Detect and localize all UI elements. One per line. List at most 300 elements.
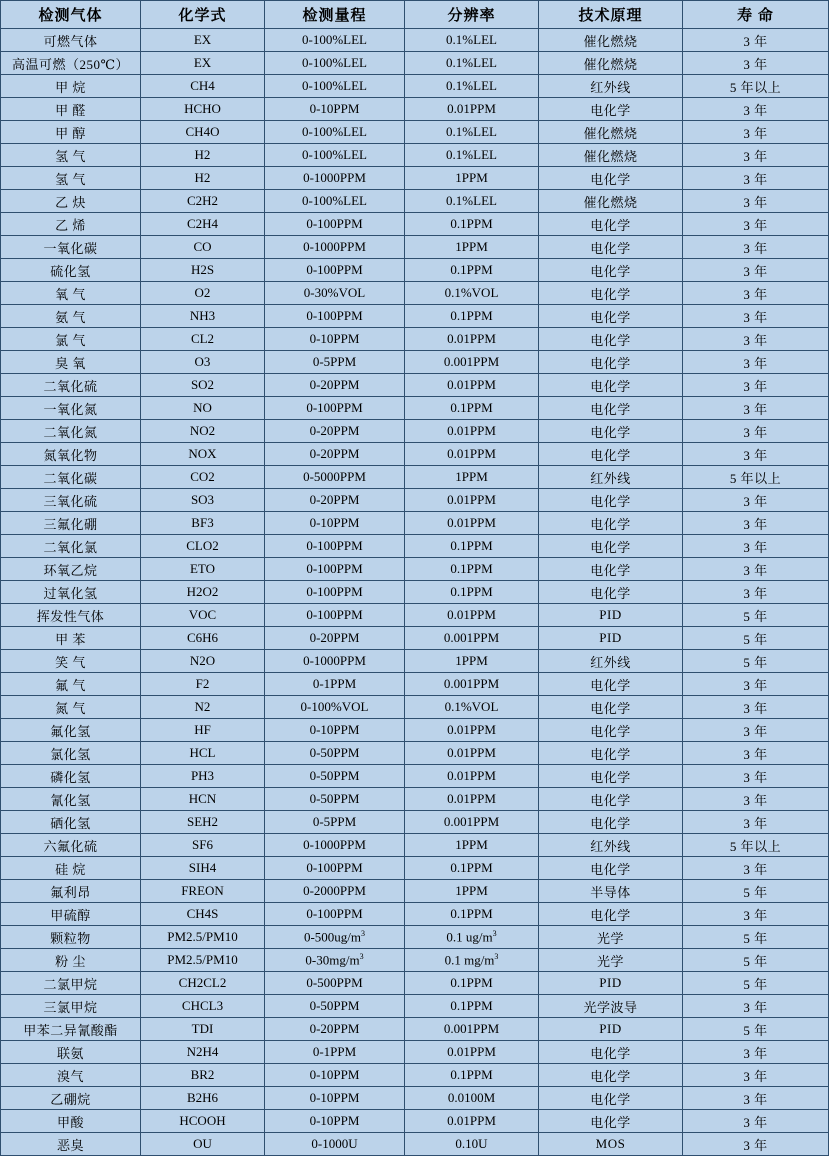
table-row bbox=[1, 420, 829, 443]
cell-chemical-formula: TDI bbox=[141, 1018, 265, 1041]
table-row bbox=[1, 1018, 829, 1041]
cell-technology: 红外线 bbox=[539, 466, 683, 489]
cell-detection-range: 0-100%LEL bbox=[265, 144, 405, 167]
cell-technology: 催化燃烧 bbox=[539, 52, 683, 75]
cell-gas-name: 二氧化氯 bbox=[1, 535, 141, 558]
cell-lifetime: 3 年 bbox=[683, 443, 829, 466]
cell-chemical-formula: EX bbox=[141, 52, 265, 75]
cell-detection-range: 0-1000U bbox=[265, 1133, 405, 1156]
table-row bbox=[1, 535, 829, 558]
table-row bbox=[1, 581, 829, 604]
cell-detection-range: 0-10PPM bbox=[265, 719, 405, 742]
table-row bbox=[1, 121, 829, 144]
cell-gas-name: 甲酸 bbox=[1, 1110, 141, 1133]
cell-lifetime: 5 年 bbox=[683, 880, 829, 903]
cell-chemical-formula: CH2CL2 bbox=[141, 972, 265, 995]
cell-resolution: 0.1PPM bbox=[405, 535, 539, 558]
cell-detection-range: 0-30%VOL bbox=[265, 282, 405, 305]
cell-gas-name: 三氧化硫 bbox=[1, 489, 141, 512]
table-row bbox=[1, 282, 829, 305]
cell-lifetime: 5 年 bbox=[683, 604, 829, 627]
cell-detection-range: 0-10PPM bbox=[265, 512, 405, 535]
table-row bbox=[1, 52, 829, 75]
cell-gas-name: 二氯甲烷 bbox=[1, 972, 141, 995]
cell-detection-range: 0-20PPM bbox=[265, 374, 405, 397]
cell-technology: 电化学 bbox=[539, 443, 683, 466]
cell-detection-range: 0-50PPM bbox=[265, 765, 405, 788]
cell-chemical-formula: H2O2 bbox=[141, 581, 265, 604]
cell-chemical-formula: HCHO bbox=[141, 98, 265, 121]
cell-technology: 光学 bbox=[539, 926, 683, 949]
cell-gas-name: 联氨 bbox=[1, 1041, 141, 1064]
cell-technology: 电化学 bbox=[539, 719, 683, 742]
cell-resolution: 0.0100M bbox=[405, 1087, 539, 1110]
cell-resolution: 0.1%VOL bbox=[405, 696, 539, 719]
cell-lifetime: 3 年 bbox=[683, 535, 829, 558]
table-row bbox=[1, 213, 829, 236]
cell-lifetime: 3 年 bbox=[683, 1064, 829, 1087]
cell-chemical-formula: EX bbox=[141, 29, 265, 52]
cell-gas-name: 氮氧化物 bbox=[1, 443, 141, 466]
table-row bbox=[1, 1110, 829, 1133]
cell-technology: 光学波导 bbox=[539, 995, 683, 1018]
cell-gas-name: 甲苯二异氰酸酯 bbox=[1, 1018, 141, 1041]
table-row bbox=[1, 98, 829, 121]
cell-technology: PID bbox=[539, 972, 683, 995]
cell-technology: 电化学 bbox=[539, 374, 683, 397]
cell-chemical-formula: H2 bbox=[141, 144, 265, 167]
cell-technology: 电化学 bbox=[539, 765, 683, 788]
cell-gas-name: 氟 气 bbox=[1, 673, 141, 696]
cell-resolution: 0.01PPM bbox=[405, 742, 539, 765]
cell-gas-name: 氟利昂 bbox=[1, 880, 141, 903]
cell-gas-name: 甲 醇 bbox=[1, 121, 141, 144]
cell-lifetime: 5 年以上 bbox=[683, 834, 829, 857]
cell-lifetime: 3 年 bbox=[683, 351, 829, 374]
cell-resolution: 0.10U bbox=[405, 1133, 539, 1156]
cell-technology: 电化学 bbox=[539, 788, 683, 811]
cell-resolution: 1PPM bbox=[405, 466, 539, 489]
cell-technology: 电化学 bbox=[539, 328, 683, 351]
cell-detection-range: 0-1000PPM bbox=[265, 650, 405, 673]
cell-lifetime: 3 年 bbox=[683, 788, 829, 811]
table-row bbox=[1, 489, 829, 512]
cell-gas-name: 氧 气 bbox=[1, 282, 141, 305]
cell-resolution: 0.1PPM bbox=[405, 995, 539, 1018]
cell-resolution: 0.1%LEL bbox=[405, 121, 539, 144]
cell-lifetime: 3 年 bbox=[683, 1110, 829, 1133]
cell-gas-name: 甲 醛 bbox=[1, 98, 141, 121]
cell-resolution: 0.01PPM bbox=[405, 328, 539, 351]
cell-chemical-formula: H2 bbox=[141, 167, 265, 190]
cell-chemical-formula: SO2 bbox=[141, 374, 265, 397]
cell-chemical-formula: CLO2 bbox=[141, 535, 265, 558]
cell-lifetime: 3 年 bbox=[683, 305, 829, 328]
cell-lifetime: 5 年以上 bbox=[683, 466, 829, 489]
cell-chemical-formula: N2O bbox=[141, 650, 265, 673]
cell-lifetime: 5 年以上 bbox=[683, 75, 829, 98]
cell-resolution: 0.001PPM bbox=[405, 627, 539, 650]
cell-gas-name: 硅 烷 bbox=[1, 857, 141, 880]
cell-gas-name: 氮 气 bbox=[1, 696, 141, 719]
cell-gas-name: 溴气 bbox=[1, 1064, 141, 1087]
table-row bbox=[1, 1133, 829, 1156]
cell-technology: 电化学 bbox=[539, 581, 683, 604]
table-row bbox=[1, 75, 829, 98]
table-row bbox=[1, 1064, 829, 1087]
cell-chemical-formula: HCOOH bbox=[141, 1110, 265, 1133]
table-row bbox=[1, 972, 829, 995]
cell-chemical-formula: NO2 bbox=[141, 420, 265, 443]
table-row bbox=[1, 1087, 829, 1110]
cell-lifetime: 3 年 bbox=[683, 52, 829, 75]
cell-chemical-formula: SO3 bbox=[141, 489, 265, 512]
cell-chemical-formula: HCN bbox=[141, 788, 265, 811]
cell-detection-range: 0-1000PPM bbox=[265, 834, 405, 857]
cell-lifetime: 3 年 bbox=[683, 259, 829, 282]
cell-resolution: 0.1PPM bbox=[405, 581, 539, 604]
cell-chemical-formula: C2H4 bbox=[141, 213, 265, 236]
cell-chemical-formula: C6H6 bbox=[141, 627, 265, 650]
cell-detection-range: 0-100%LEL bbox=[265, 75, 405, 98]
cell-detection-range: 0-100PPM bbox=[265, 857, 405, 880]
cell-detection-range: 0-100%LEL bbox=[265, 52, 405, 75]
cell-resolution: 0.1 $mg/m^3$ bbox=[405, 949, 539, 972]
cell-technology: 光学 bbox=[539, 949, 683, 972]
cell-detection-range: 0-20PPM bbox=[265, 1018, 405, 1041]
cell-technology: 电化学 bbox=[539, 903, 683, 926]
cell-technology: 催化燃烧 bbox=[539, 190, 683, 213]
table-row bbox=[1, 144, 829, 167]
cell-detection-range: 0-10PPM bbox=[265, 1110, 405, 1133]
cell-technology: PID bbox=[539, 604, 683, 627]
cell-lifetime: 3 年 bbox=[683, 489, 829, 512]
cell-gas-name: 氰化氢 bbox=[1, 788, 141, 811]
cell-lifetime: 5 年 bbox=[683, 972, 829, 995]
cell-lifetime: 3 年 bbox=[683, 29, 829, 52]
table-row bbox=[1, 765, 829, 788]
cell-detection-range: 0-100%LEL bbox=[265, 29, 405, 52]
cell-gas-name: 高温可燃（250℃） bbox=[1, 52, 141, 75]
cell-resolution: 0.1PPM bbox=[405, 857, 539, 880]
cell-resolution: 0.01PPM bbox=[405, 443, 539, 466]
table-row bbox=[1, 926, 829, 949]
cell-resolution: 1PPM bbox=[405, 650, 539, 673]
table-row bbox=[1, 811, 829, 834]
cell-resolution: 0.1PPM bbox=[405, 213, 539, 236]
cell-detection-range: 0-50PPM bbox=[265, 995, 405, 1018]
cell-technology: 电化学 bbox=[539, 420, 683, 443]
cell-lifetime: 3 年 bbox=[683, 1133, 829, 1156]
cell-technology: 催化燃烧 bbox=[539, 121, 683, 144]
table-row bbox=[1, 397, 829, 420]
table-row bbox=[1, 305, 829, 328]
cell-lifetime: 3 年 bbox=[683, 144, 829, 167]
cell-lifetime: 3 年 bbox=[683, 328, 829, 351]
table-row bbox=[1, 466, 829, 489]
cell-technology: 电化学 bbox=[539, 213, 683, 236]
cell-lifetime: 3 年 bbox=[683, 995, 829, 1018]
cell-chemical-formula: PM2.5/PM10 bbox=[141, 949, 265, 972]
cell-resolution: 0.1PPM bbox=[405, 972, 539, 995]
table-row bbox=[1, 627, 829, 650]
column-header-resolution: 分辨率 bbox=[405, 1, 539, 29]
cell-technology: 电化学 bbox=[539, 236, 683, 259]
cell-lifetime: 5 年 bbox=[683, 1018, 829, 1041]
cell-lifetime: 3 年 bbox=[683, 673, 829, 696]
cell-detection-range: 0-5000PPM bbox=[265, 466, 405, 489]
cell-chemical-formula: CH4O bbox=[141, 121, 265, 144]
table-row bbox=[1, 719, 829, 742]
cell-chemical-formula: FREON bbox=[141, 880, 265, 903]
cell-resolution: 0.01PPM bbox=[405, 420, 539, 443]
column-header-gas-name: 检测气体 bbox=[1, 1, 141, 29]
cell-detection-range: 0-50PPM bbox=[265, 742, 405, 765]
cell-resolution: 0.01PPM bbox=[405, 788, 539, 811]
cell-technology: 电化学 bbox=[539, 1087, 683, 1110]
cell-resolution: 0.1PPM bbox=[405, 1064, 539, 1087]
cell-lifetime: 3 年 bbox=[683, 121, 829, 144]
cell-gas-name: 磷化氢 bbox=[1, 765, 141, 788]
cell-lifetime: 3 年 bbox=[683, 213, 829, 236]
cell-lifetime: 3 年 bbox=[683, 236, 829, 259]
cell-resolution: 0.01PPM bbox=[405, 765, 539, 788]
cell-technology: 红外线 bbox=[539, 834, 683, 857]
table-header bbox=[1, 1, 829, 29]
cell-technology: 红外线 bbox=[539, 75, 683, 98]
column-header-chemical-formula: 化学式 bbox=[141, 1, 265, 29]
cell-gas-name: 乙 炔 bbox=[1, 190, 141, 213]
cell-gas-name: 甲 苯 bbox=[1, 627, 141, 650]
cell-lifetime: 3 年 bbox=[683, 190, 829, 213]
cell-detection-range: 0-20PPM bbox=[265, 443, 405, 466]
cell-chemical-formula: O2 bbox=[141, 282, 265, 305]
cell-gas-name: 氯 气 bbox=[1, 328, 141, 351]
table-row bbox=[1, 604, 829, 627]
cell-technology: PID bbox=[539, 1018, 683, 1041]
cell-chemical-formula: CH4 bbox=[141, 75, 265, 98]
table-body bbox=[1, 29, 829, 1156]
cell-gas-name: 一氧化氮 bbox=[1, 397, 141, 420]
cell-lifetime: 5 年 bbox=[683, 650, 829, 673]
cell-gas-name: 甲硫醇 bbox=[1, 903, 141, 926]
cell-gas-name: 臭 氧 bbox=[1, 351, 141, 374]
cell-detection-range: 0-5PPM bbox=[265, 811, 405, 834]
cell-detection-range: 0-10PPM bbox=[265, 98, 405, 121]
cell-gas-name: 一氧化碳 bbox=[1, 236, 141, 259]
cell-detection-range: 0-100PPM bbox=[265, 213, 405, 236]
cell-chemical-formula: CH4S bbox=[141, 903, 265, 926]
cell-gas-name: 三氟化硼 bbox=[1, 512, 141, 535]
cell-lifetime: 3 年 bbox=[683, 857, 829, 880]
cell-gas-name: 六氟化硫 bbox=[1, 834, 141, 857]
cell-resolution: 0.1 $ug/m^3$ bbox=[405, 926, 539, 949]
cell-resolution: 0.01PPM bbox=[405, 489, 539, 512]
cell-lifetime: 3 年 bbox=[683, 512, 829, 535]
cell-detection-range: 0-1000PPM bbox=[265, 236, 405, 259]
cell-detection-range: 0-500PPM bbox=[265, 972, 405, 995]
cell-resolution: 0.1PPM bbox=[405, 903, 539, 926]
cell-lifetime: 3 年 bbox=[683, 1087, 829, 1110]
cell-detection-range: 0-5PPM bbox=[265, 351, 405, 374]
cell-resolution: 0.01PPM bbox=[405, 1110, 539, 1133]
cell-detection-range: 0-1PPM bbox=[265, 1041, 405, 1064]
cell-resolution: 0.01PPM bbox=[405, 512, 539, 535]
cell-gas-name: 笑 气 bbox=[1, 650, 141, 673]
table-row bbox=[1, 236, 829, 259]
cell-lifetime: 3 年 bbox=[683, 811, 829, 834]
cell-technology: 电化学 bbox=[539, 351, 683, 374]
table-row bbox=[1, 834, 829, 857]
cell-technology: 半导体 bbox=[539, 880, 683, 903]
cell-resolution: 0.1%LEL bbox=[405, 52, 539, 75]
table-row bbox=[1, 903, 829, 926]
cell-chemical-formula: CHCL3 bbox=[141, 995, 265, 1018]
cell-detection-range: $0-500ug/m^3$ bbox=[265, 926, 405, 949]
cell-gas-name: 环氧乙烷 bbox=[1, 558, 141, 581]
column-header-detection-range: 检测量程 bbox=[265, 1, 405, 29]
column-header-technology: 技术原理 bbox=[539, 1, 683, 29]
cell-gas-name: 氟化氢 bbox=[1, 719, 141, 742]
cell-technology: 电化学 bbox=[539, 282, 683, 305]
cell-resolution: 0.1PPM bbox=[405, 305, 539, 328]
cell-gas-name: 乙硼烷 bbox=[1, 1087, 141, 1110]
cell-chemical-formula: C2H2 bbox=[141, 190, 265, 213]
cell-chemical-formula: CO2 bbox=[141, 466, 265, 489]
cell-lifetime: 3 年 bbox=[683, 397, 829, 420]
cell-chemical-formula: CO bbox=[141, 236, 265, 259]
cell-lifetime: 3 年 bbox=[683, 167, 829, 190]
cell-chemical-formula: PM2.5/PM10 bbox=[141, 926, 265, 949]
table-row bbox=[1, 167, 829, 190]
cell-resolution: 0.1PPM bbox=[405, 397, 539, 420]
cell-detection-range: 0-100PPM bbox=[265, 259, 405, 282]
cell-resolution: 0.1%LEL bbox=[405, 144, 539, 167]
cell-technology: 电化学 bbox=[539, 98, 683, 121]
cell-resolution: 0.001PPM bbox=[405, 673, 539, 696]
cell-gas-name: 硫化氢 bbox=[1, 259, 141, 282]
cell-detection-range: 0-20PPM bbox=[265, 489, 405, 512]
table-row bbox=[1, 443, 829, 466]
cell-chemical-formula: PH3 bbox=[141, 765, 265, 788]
table-row bbox=[1, 512, 829, 535]
cell-lifetime: 3 年 bbox=[683, 696, 829, 719]
cell-technology: 电化学 bbox=[539, 742, 683, 765]
cell-technology: 电化学 bbox=[539, 397, 683, 420]
cell-resolution: 0.1%VOL bbox=[405, 282, 539, 305]
cell-resolution: 0.1PPM bbox=[405, 558, 539, 581]
table-row bbox=[1, 696, 829, 719]
cell-resolution: 0.001PPM bbox=[405, 811, 539, 834]
cell-chemical-formula: HCL bbox=[141, 742, 265, 765]
cell-technology: MOS bbox=[539, 1133, 683, 1156]
table-row bbox=[1, 788, 829, 811]
cell-detection-range: 0-100PPM bbox=[265, 558, 405, 581]
cell-detection-range: 0-1000PPM bbox=[265, 167, 405, 190]
cell-detection-range: 0-50PPM bbox=[265, 788, 405, 811]
cell-gas-name: 粉 尘 bbox=[1, 949, 141, 972]
cell-chemical-formula: HF bbox=[141, 719, 265, 742]
cell-technology: 电化学 bbox=[539, 1041, 683, 1064]
cell-detection-range: 0-20PPM bbox=[265, 420, 405, 443]
cell-detection-range: 0-100PPM bbox=[265, 305, 405, 328]
cell-lifetime: 3 年 bbox=[683, 282, 829, 305]
cell-gas-name: 过氧化氢 bbox=[1, 581, 141, 604]
cell-technology: 红外线 bbox=[539, 650, 683, 673]
cell-lifetime: 3 年 bbox=[683, 581, 829, 604]
table-row bbox=[1, 742, 829, 765]
cell-technology: 电化学 bbox=[539, 1064, 683, 1087]
cell-chemical-formula: F2 bbox=[141, 673, 265, 696]
cell-lifetime: 3 年 bbox=[683, 374, 829, 397]
cell-gas-name: 硒化氢 bbox=[1, 811, 141, 834]
cell-detection-range: $0-30mg/m^3$ bbox=[265, 949, 405, 972]
table-row bbox=[1, 29, 829, 52]
cell-chemical-formula: VOC bbox=[141, 604, 265, 627]
cell-gas-name: 二氧化硫 bbox=[1, 374, 141, 397]
cell-technology: 电化学 bbox=[539, 512, 683, 535]
table-row bbox=[1, 1041, 829, 1064]
cell-gas-name: 乙 烯 bbox=[1, 213, 141, 236]
cell-gas-name: 氢 气 bbox=[1, 167, 141, 190]
cell-detection-range: 0-1PPM bbox=[265, 673, 405, 696]
cell-chemical-formula: NH3 bbox=[141, 305, 265, 328]
cell-resolution: 0.01PPM bbox=[405, 98, 539, 121]
table-row bbox=[1, 650, 829, 673]
cell-chemical-formula: CL2 bbox=[141, 328, 265, 351]
cell-chemical-formula: SEH2 bbox=[141, 811, 265, 834]
cell-technology: 电化学 bbox=[539, 696, 683, 719]
cell-resolution: 0.001PPM bbox=[405, 351, 539, 374]
cell-detection-range: 0-100PPM bbox=[265, 604, 405, 627]
cell-chemical-formula: BR2 bbox=[141, 1064, 265, 1087]
table-header-row bbox=[1, 1, 829, 29]
cell-technology: PID bbox=[539, 627, 683, 650]
cell-detection-range: 0-2000PPM bbox=[265, 880, 405, 903]
cell-chemical-formula: H2S bbox=[141, 259, 265, 282]
cell-chemical-formula: O3 bbox=[141, 351, 265, 374]
table-row bbox=[1, 949, 829, 972]
table-row bbox=[1, 351, 829, 374]
cell-detection-range: 0-100%LEL bbox=[265, 190, 405, 213]
cell-lifetime: 5 年 bbox=[683, 949, 829, 972]
cell-gas-name: 二氧化碳 bbox=[1, 466, 141, 489]
cell-technology: 催化燃烧 bbox=[539, 29, 683, 52]
cell-gas-name: 三氯甲烷 bbox=[1, 995, 141, 1018]
cell-lifetime: 3 年 bbox=[683, 558, 829, 581]
cell-chemical-formula: NO bbox=[141, 397, 265, 420]
cell-gas-name: 二氧化氮 bbox=[1, 420, 141, 443]
cell-technology: 电化学 bbox=[539, 305, 683, 328]
cell-resolution: 0.1PPM bbox=[405, 259, 539, 282]
cell-chemical-formula: N2H4 bbox=[141, 1041, 265, 1064]
cell-technology: 电化学 bbox=[539, 167, 683, 190]
table-row bbox=[1, 259, 829, 282]
cell-resolution: 0.1%LEL bbox=[405, 190, 539, 213]
table-row bbox=[1, 857, 829, 880]
cell-detection-range: 0-100%VOL bbox=[265, 696, 405, 719]
cell-gas-name: 恶臭 bbox=[1, 1133, 141, 1156]
table-row bbox=[1, 190, 829, 213]
column-header-lifetime: 寿 命 bbox=[683, 1, 829, 29]
cell-resolution: 0.1%LEL bbox=[405, 29, 539, 52]
cell-detection-range: 0-100%LEL bbox=[265, 121, 405, 144]
cell-detection-range: 0-100PPM bbox=[265, 903, 405, 926]
cell-technology: 电化学 bbox=[539, 1110, 683, 1133]
cell-chemical-formula: N2 bbox=[141, 696, 265, 719]
cell-resolution: 1PPM bbox=[405, 167, 539, 190]
cell-detection-range: 0-10PPM bbox=[265, 1087, 405, 1110]
